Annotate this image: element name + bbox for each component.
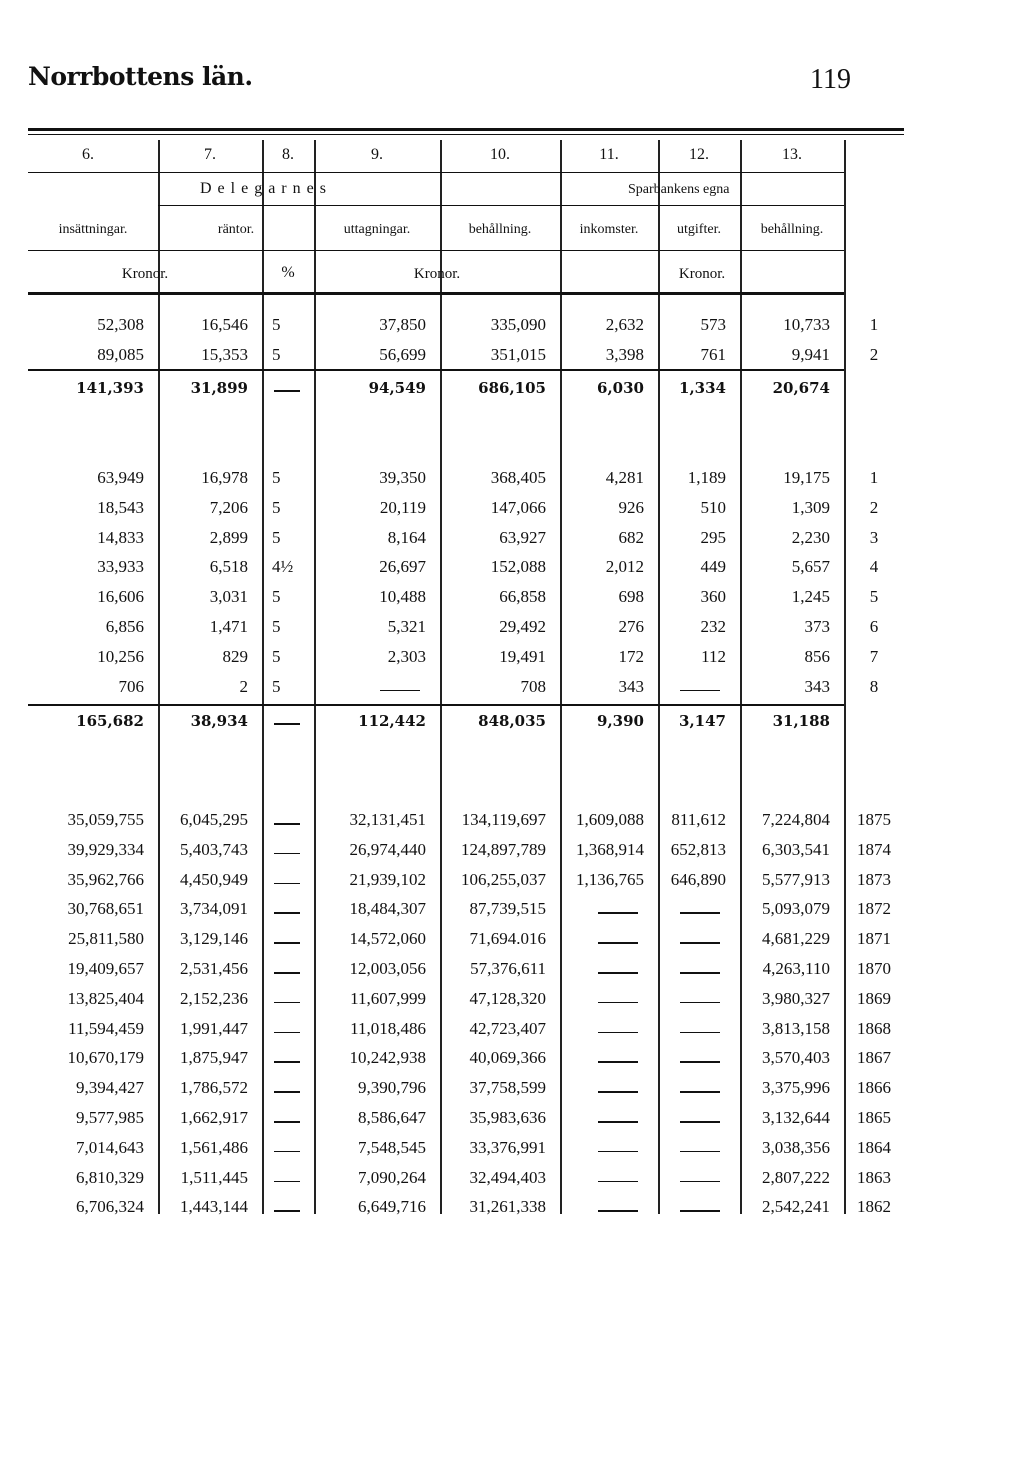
table-cell: 3,398 [605, 345, 644, 364]
table-cell: 35,962,766 [67, 869, 144, 889]
table-cell: 698 [618, 587, 644, 607]
dash [680, 1002, 720, 1004]
table-cell: 368,405 [490, 468, 546, 487]
table-cell: 5 [272, 527, 281, 547]
table-cell: 35,983,636 [469, 1108, 546, 1127]
row-label: 2 [869, 497, 879, 517]
table-cell: 926 [618, 497, 644, 517]
table-cell: 14,833 [97, 527, 144, 547]
table-cell: 5 [272, 468, 281, 487]
dash [274, 942, 300, 944]
table-cell: 6,518 [209, 557, 248, 577]
table-cell: 40,069,366 [469, 1048, 546, 1068]
table-cell: 11,607,999 [350, 988, 426, 1008]
table-top-rule-thin [28, 134, 904, 135]
table-cell: 573 [700, 315, 726, 334]
row-label: 1863 [857, 1167, 891, 1187]
dash [598, 1181, 638, 1183]
table-cell: 276 [618, 617, 644, 636]
total-rule [28, 704, 844, 706]
table-cell: 5 [272, 587, 281, 607]
table-cell: 1,309 [791, 497, 830, 517]
page-number: 119 [810, 64, 851, 95]
dash [274, 1061, 300, 1063]
column-divider [658, 140, 660, 1214]
table-cell: 10,256 [97, 646, 144, 666]
table-cell: 134,119,697 [461, 810, 546, 829]
table-cell: 71,694.016 [469, 929, 546, 949]
table-cell: 1,443,144 [180, 1197, 248, 1217]
row-label: 1873 [857, 869, 891, 889]
table-cell: 15,353 [201, 345, 248, 364]
table-cell: 1,561,486 [180, 1137, 248, 1157]
row-label: 1867 [857, 1048, 891, 1068]
table-cell: 6,649,716 [358, 1197, 426, 1217]
dash [274, 1032, 300, 1034]
table-cell: 646,890 [670, 869, 726, 889]
dash [274, 723, 300, 725]
row-label: 1874 [857, 839, 891, 859]
sub-header: inkomster. [579, 222, 639, 237]
table-cell: 5,577,913 [762, 869, 830, 889]
dash [274, 823, 300, 825]
dash [274, 883, 300, 885]
table-cell: 37,758,599 [469, 1078, 546, 1098]
table-cell: 2,230 [791, 527, 830, 547]
table-cell: 1,334 [679, 379, 726, 397]
table-cell: 89,085 [97, 345, 144, 364]
row-label: 1875 [857, 810, 891, 829]
table-cell: 686,105 [478, 379, 546, 397]
table-cell: 1,609,088 [576, 810, 644, 829]
table-cell: 856 [804, 646, 830, 666]
table-cell: 1,511,445 [180, 1167, 248, 1187]
header-rule [28, 172, 844, 173]
table-cell: 10,242,938 [349, 1048, 426, 1068]
table-cell: 6,706,324 [76, 1197, 144, 1217]
table-cell: 5,321 [387, 617, 426, 636]
table-cell: 47,128,320 [469, 988, 546, 1008]
table-cell: 5 [272, 617, 281, 636]
row-label: 3 [869, 527, 879, 547]
table-cell: 3,734,091 [180, 899, 248, 919]
dash [598, 912, 638, 914]
table-cell: 11,018,486 [350, 1018, 426, 1038]
dash [680, 1121, 720, 1123]
table-cell: 141,393 [76, 379, 144, 397]
table-cell: 1,245 [791, 587, 830, 607]
dash [680, 1091, 720, 1093]
row-label: 1868 [857, 1018, 891, 1038]
table-cell: 106,255,037 [461, 869, 546, 889]
table-cell: 25,811,580 [68, 929, 144, 949]
table-cell: 66,858 [499, 587, 546, 607]
header-rule [560, 205, 844, 206]
table-cell: 5 [272, 676, 281, 696]
table-cell: 152,088 [490, 557, 546, 577]
table-cell: 5,657 [791, 557, 830, 577]
table-cell: 10,670,179 [67, 1048, 144, 1068]
header-rule [158, 205, 560, 206]
table-cell: 39,350 [379, 468, 426, 487]
row-label: 6 [869, 617, 879, 636]
table-cell: 3,129,146 [180, 929, 248, 949]
dash [598, 1061, 638, 1063]
dash [598, 1002, 638, 1004]
sub-header: utgifter. [677, 222, 721, 237]
dash [598, 972, 638, 974]
row-label: 1872 [857, 899, 891, 919]
table-cell: 18,484,307 [349, 899, 426, 919]
table-cell: 652,813 [670, 839, 726, 859]
table-cell: 5,093,079 [762, 899, 830, 919]
table-cell: 761 [700, 345, 726, 364]
column-number: 11. [599, 146, 619, 163]
dash [680, 1032, 720, 1034]
column-number: 10. [490, 146, 510, 163]
table-cell: 10,733 [783, 315, 830, 334]
table-cell: 295 [700, 527, 726, 547]
table-cell: 3,980,327 [762, 988, 830, 1008]
table-cell: 3,031 [209, 587, 248, 607]
table-cell: 7,224,804 [762, 810, 830, 829]
table-cell: 5 [272, 497, 281, 517]
header-rule-bold [28, 292, 844, 295]
table-cell: 9,941 [791, 345, 830, 364]
table-cell: 4½ [272, 557, 294, 577]
table-cell: 14,572,060 [349, 929, 426, 949]
table-cell: 4,281 [605, 468, 644, 487]
table-cell: 7,090,264 [358, 1167, 426, 1187]
table-cell: 20,674 [772, 379, 830, 397]
table-cell: 7,206 [209, 497, 248, 517]
column-number: 12. [689, 146, 709, 163]
table-cell: 2,012 [605, 557, 644, 577]
table-cell: 706 [118, 676, 144, 696]
table-cell: 7,548,545 [358, 1137, 426, 1157]
header-rule [28, 250, 844, 251]
dash [598, 1210, 638, 1212]
dash [680, 1181, 720, 1183]
table-cell: 29,492 [499, 617, 546, 636]
table-cell: 3,147 [679, 712, 726, 730]
table-cell: 6,030 [597, 379, 644, 397]
table-cell: 112 [701, 646, 726, 666]
table-cell: 6,303,541 [762, 839, 830, 859]
dash [274, 390, 300, 392]
table-cell: 343 [618, 676, 644, 696]
table-cell: 9,390 [597, 712, 644, 730]
table-cell: 9,390,796 [358, 1078, 426, 1098]
table-cell: 3,038,356 [762, 1137, 830, 1157]
table-cell: 165,682 [76, 712, 144, 730]
group-header-sparbankens: Sparbankens egna [628, 182, 730, 197]
dash [274, 1002, 300, 1004]
dash [274, 1091, 300, 1093]
unit-percent: % [281, 264, 295, 281]
table-cell: 5,403,743 [180, 839, 248, 859]
table-cell: 6,045,295 [180, 810, 248, 829]
table-cell: 4,681,229 [762, 929, 830, 949]
table-cell: 32,494,403 [469, 1167, 546, 1187]
table-top-rule [28, 128, 904, 131]
table-cell: 16,546 [201, 315, 248, 334]
dash [598, 1032, 638, 1034]
table-cell: 7,014,643 [76, 1137, 144, 1157]
table-cell: 63,949 [97, 468, 144, 487]
table-cell: 5 [272, 315, 281, 334]
dash [680, 690, 720, 692]
table-cell: 2,899 [209, 527, 248, 547]
table-cell: 1,189 [687, 468, 726, 487]
table-cell: 124,897,789 [461, 839, 546, 859]
table-cell: 360 [700, 587, 726, 607]
table-cell: 351,015 [490, 345, 546, 364]
table-cell: 4,450,949 [180, 869, 248, 889]
table-cell: 1,662,917 [180, 1108, 248, 1127]
dash [598, 1121, 638, 1123]
table-cell: 18,543 [97, 497, 144, 517]
unit-kronor: Kronor. [413, 266, 461, 282]
table-cell: 848,035 [478, 712, 546, 730]
table-cell: 19,409,657 [67, 959, 144, 978]
table-cell: 19,491 [499, 646, 546, 666]
dash [680, 972, 720, 974]
unit-kronor: Kronor. [678, 266, 726, 282]
table-cell: 112,442 [358, 712, 426, 730]
column-number: 6. [82, 146, 94, 163]
column-number: 7. [204, 146, 216, 163]
dash [274, 1210, 300, 1212]
table-cell: 94,549 [368, 379, 426, 397]
table-cell: 11,594,459 [68, 1018, 144, 1038]
table-cell: 26,697 [379, 557, 426, 577]
table-cell: 9,577,985 [76, 1108, 144, 1127]
table-cell: 9,394,427 [76, 1078, 144, 1098]
table-cell: 3,132,644 [762, 1108, 830, 1127]
table-cell: 2,542,241 [762, 1197, 830, 1217]
row-label: 1 [869, 468, 879, 487]
table-cell: 39,929,334 [67, 839, 144, 859]
table-cell: 1,368,914 [576, 839, 644, 859]
table-cell: 1,991,447 [180, 1018, 248, 1038]
dash [680, 1061, 720, 1063]
table-cell: 63,927 [499, 527, 546, 547]
dash [274, 1121, 300, 1123]
table-cell: 708 [520, 676, 546, 696]
table-cell: 31,261,338 [469, 1197, 546, 1217]
table-cell: 16,978 [201, 468, 248, 487]
total-rule [28, 369, 844, 371]
dash [274, 853, 300, 855]
table-cell: 13,825,404 [67, 988, 144, 1008]
table-cell: 1,786,572 [180, 1078, 248, 1098]
table-cell: 3,570,403 [762, 1048, 830, 1068]
table-cell: 2,303 [387, 646, 426, 666]
dash [274, 972, 300, 974]
column-number: 8. [282, 146, 294, 163]
row-label: 1870 [857, 959, 891, 978]
dash [274, 1181, 300, 1183]
table-cell: 52,308 [97, 315, 144, 334]
table-cell: 42,723,407 [469, 1018, 546, 1038]
table-cell: 20,119 [379, 497, 426, 517]
row-label: 1862 [857, 1197, 891, 1217]
dash [680, 1151, 720, 1153]
table-cell: 33,376,991 [469, 1137, 546, 1157]
table-cell: 147,066 [490, 497, 546, 517]
column-number: 9. [371, 146, 383, 163]
sub-header: insättningar. [58, 222, 128, 237]
dash [274, 1151, 300, 1153]
table-cell: 4,263,110 [762, 959, 830, 978]
row-label: 2 [869, 345, 879, 364]
table-cell: 2,152,236 [180, 988, 248, 1008]
row-label: 5 [869, 587, 879, 607]
dash [274, 912, 300, 914]
unit-kronor: Kronor. [121, 266, 169, 282]
table-cell: 37,850 [379, 315, 426, 334]
table-cell: 57,376,611 [470, 959, 546, 978]
table-cell: 21,939,102 [349, 869, 426, 889]
table-cell: 682 [618, 527, 644, 547]
dash [380, 690, 420, 692]
table-cell: 829 [222, 646, 248, 666]
row-label: 7 [869, 646, 879, 666]
row-label: 8 [869, 676, 879, 696]
row-label: 1 [869, 315, 879, 334]
group-header-delegarnes: D e l e g a r n e s [200, 180, 327, 197]
table-cell: 510 [700, 497, 726, 517]
table-cell: 3,813,158 [762, 1018, 830, 1038]
column-divider [262, 140, 264, 1214]
table-cell: 31,188 [772, 712, 830, 730]
table-cell: 2 [239, 676, 248, 696]
table-cell: 32,131,451 [349, 810, 426, 829]
table-cell: 10,488 [379, 587, 426, 607]
sub-header: behållning. [468, 222, 532, 237]
table-cell: 2,632 [605, 315, 644, 334]
table-cell: 56,699 [379, 345, 426, 364]
row-label: 1871 [857, 929, 891, 949]
table-cell: 12,003,056 [349, 959, 426, 978]
table-cell: 172 [618, 646, 644, 666]
sub-header: räntor. [217, 222, 255, 237]
table-cell: 373 [804, 617, 830, 636]
table-cell: 6,810,329 [76, 1167, 144, 1187]
table-cell: 5 [272, 345, 281, 364]
table-cell: 811,612 [671, 810, 726, 829]
table-cell: 5 [272, 646, 281, 666]
table-cell: 8,586,647 [358, 1108, 426, 1127]
table-cell: 449 [700, 557, 726, 577]
dash [680, 912, 720, 914]
table-cell: 2,807,222 [762, 1167, 830, 1187]
table-cell: 1,136,765 [576, 869, 644, 889]
table-cell: 35,059,755 [67, 810, 144, 829]
row-label: 1866 [857, 1078, 891, 1098]
sub-header: behållning. [760, 222, 824, 237]
table-cell: 33,933 [97, 557, 144, 577]
table-cell: 6,856 [105, 617, 144, 636]
sub-header: uttagningar. [343, 222, 411, 237]
table-cell: 2,531,456 [180, 959, 248, 978]
table-cell: 1,875,947 [180, 1048, 248, 1068]
table-cell: 38,934 [190, 712, 248, 730]
table-cell: 19,175 [783, 468, 830, 487]
table-cell: 26,974,440 [349, 839, 426, 859]
table-cell: 8,164 [387, 527, 426, 547]
table-cell: 1,471 [209, 617, 248, 636]
row-label: 4 [869, 557, 879, 577]
row-label: 1869 [857, 988, 891, 1008]
dash [598, 1091, 638, 1093]
table-cell: 16,606 [97, 587, 144, 607]
table-cell: 232 [700, 617, 726, 636]
column-number: 13. [782, 146, 802, 163]
table-cell: 335,090 [490, 315, 546, 334]
row-label: 1865 [857, 1108, 891, 1127]
dash [598, 942, 638, 944]
dash [680, 1210, 720, 1212]
row-label: 1864 [857, 1137, 891, 1157]
table-cell: 343 [804, 676, 830, 696]
dash [598, 1151, 638, 1153]
dash [680, 942, 720, 944]
page-title: Norrbottens län. [28, 62, 253, 91]
table-cell: 3,375,996 [762, 1078, 830, 1098]
table-cell: 30,768,651 [67, 899, 144, 919]
table-cell: 87,739,515 [469, 899, 546, 919]
table-cell: 31,899 [190, 379, 248, 397]
